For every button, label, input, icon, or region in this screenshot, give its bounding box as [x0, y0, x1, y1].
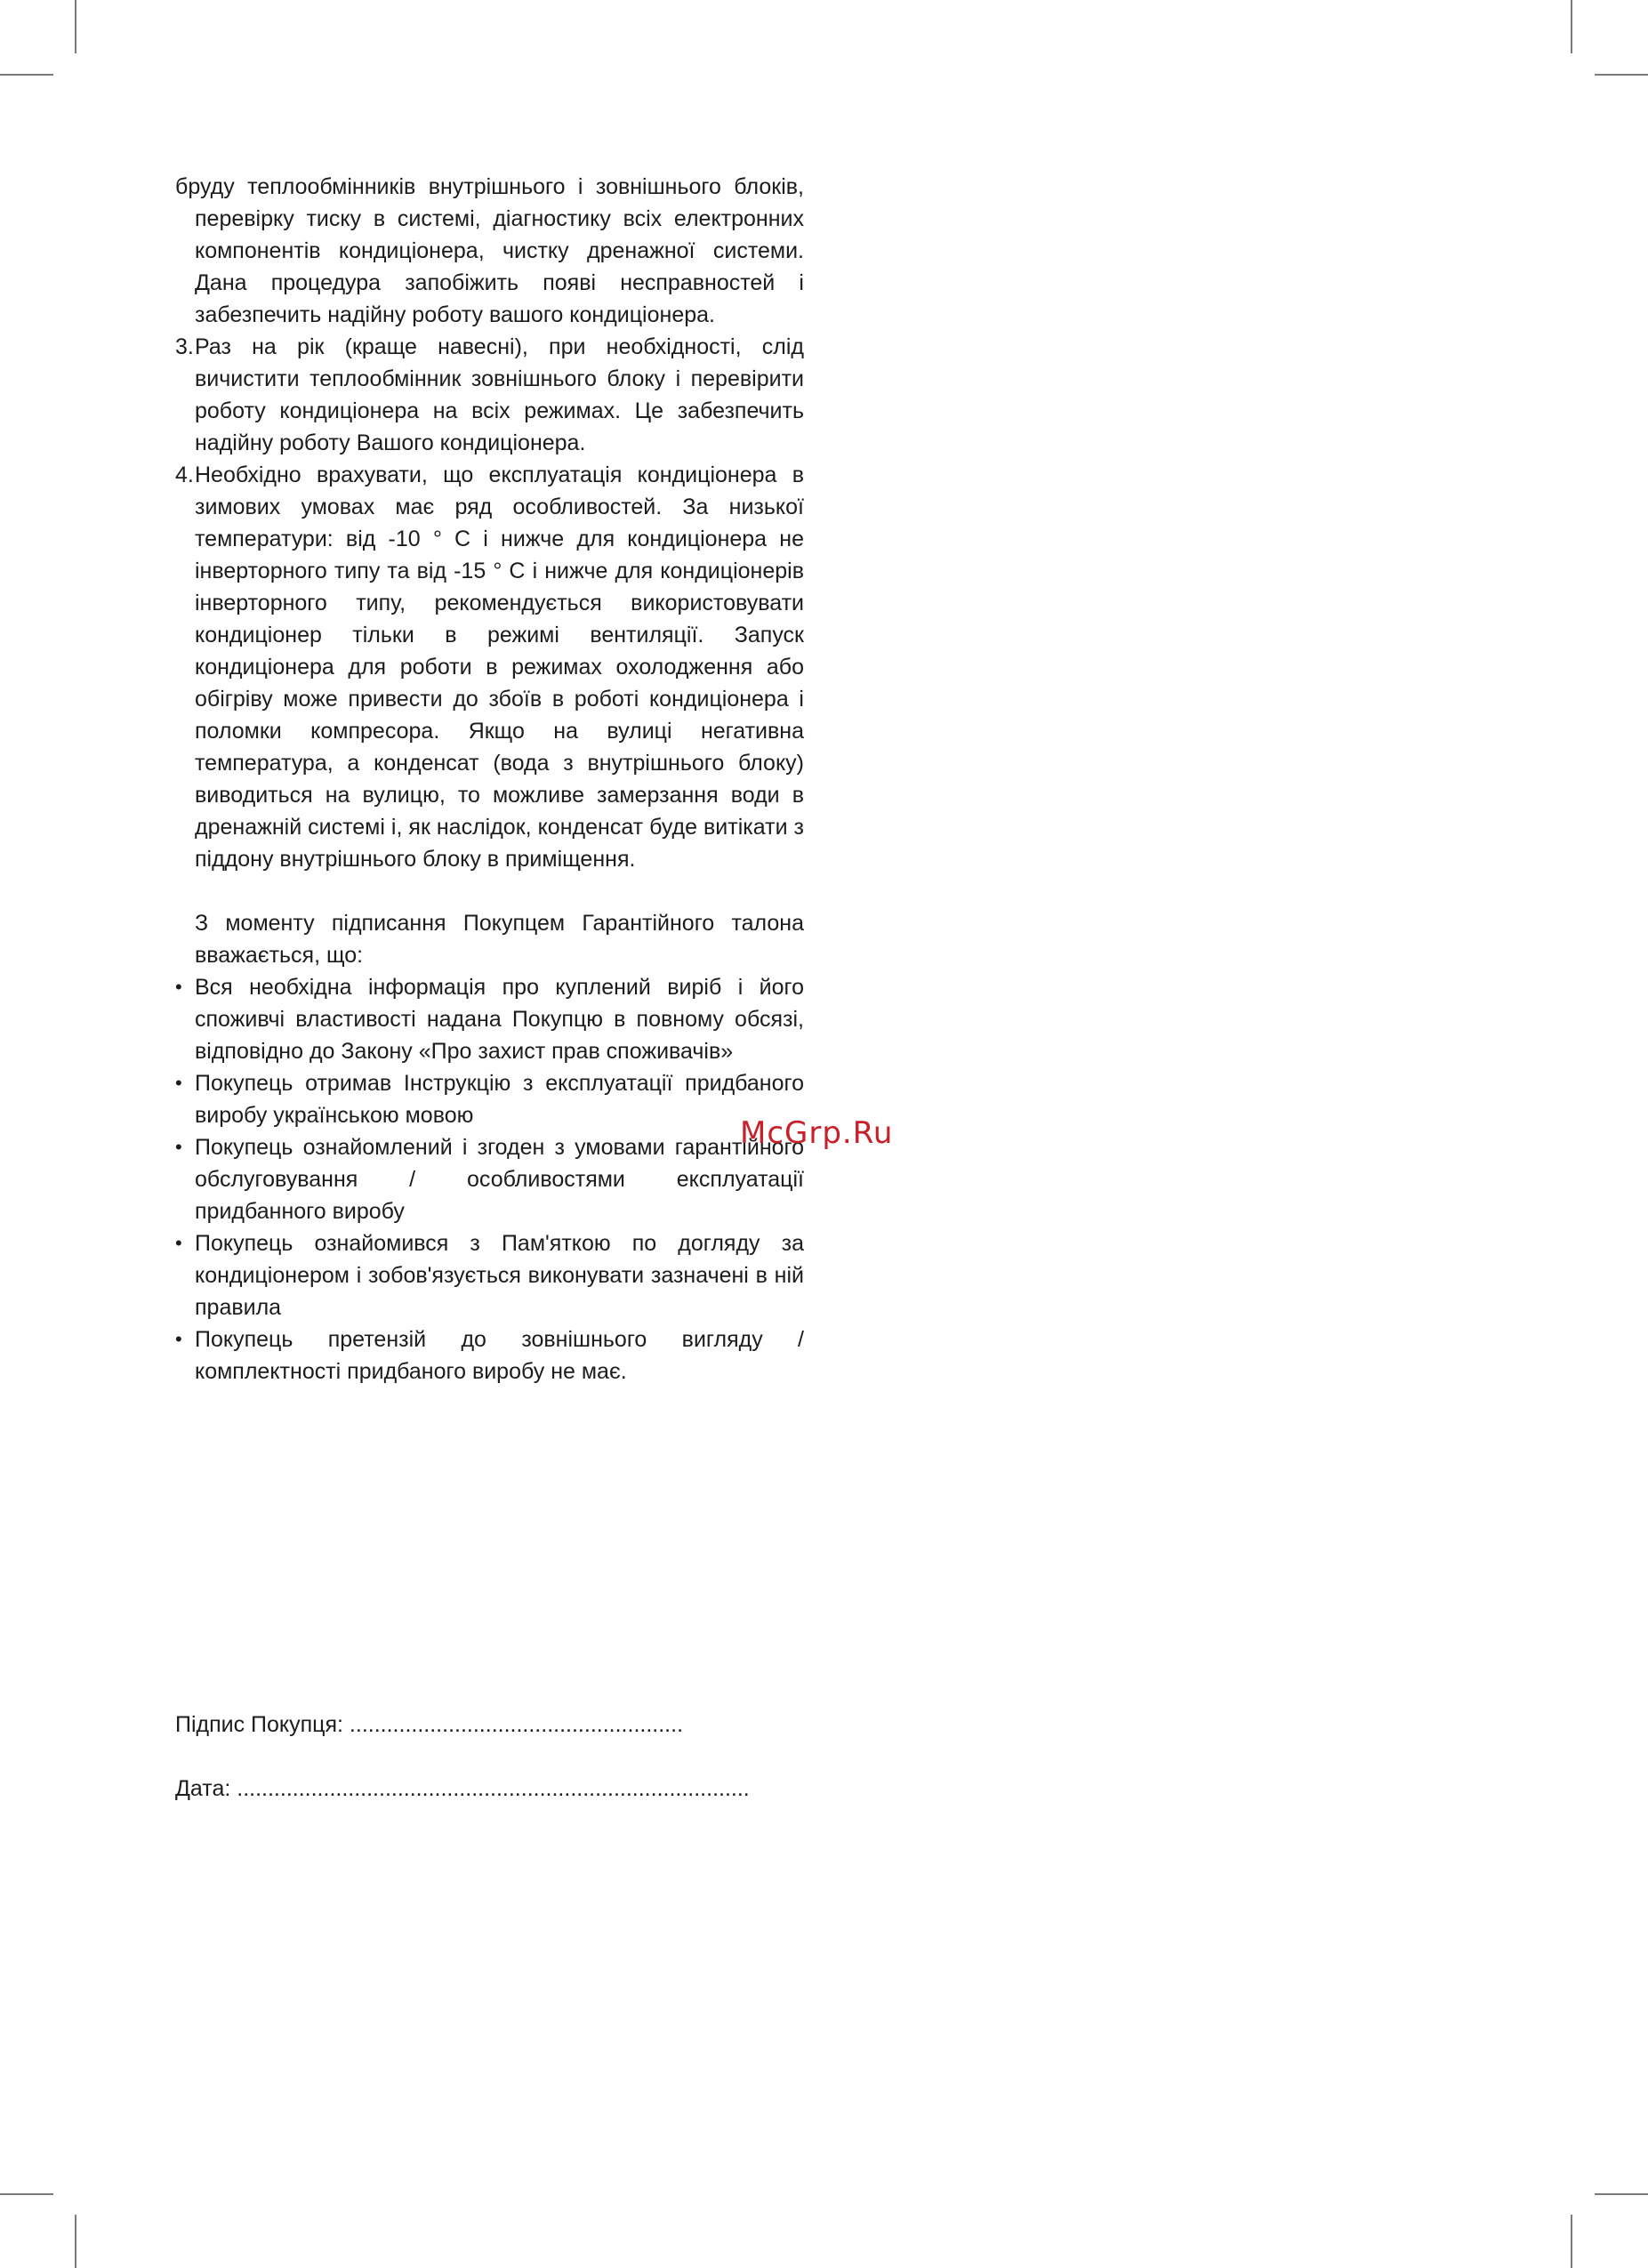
signature-line: Підпис Покупця: ......................................................	[175, 1712, 684, 1737]
list-item: • Покупець отримав Інструкцію з експлуатації придбаного виробу українською мовою	[175, 1067, 804, 1131]
intro-paragraph: З моменту підписання Покупцем Гарантійного талона вважається, що:	[195, 911, 804, 968]
crop-mark-top-right-horizontal	[1595, 74, 1648, 76]
crop-mark-bottom-right-horizontal	[1595, 2193, 1648, 2195]
watermark: McGrp.Ru	[740, 1115, 894, 1151]
crop-mark-top-right-vertical	[1571, 0, 1572, 53]
crop-mark-bottom-right-vertical	[1571, 2215, 1572, 2268]
crop-mark-bottom-left-vertical	[75, 2215, 76, 2268]
numbered-item-4	[175, 459, 804, 875]
continuation-paragraph: бруду теплообмінників внутрішнього і зовнішнього блоків, перевірку тиску в системі, діагностику всіх електронних компонентів кондиціонера, чистку дренажної системи. Дана процедура запобіжить появі несправностей і забезпечить надійну роботу вашого кондиціонера.	[175, 174, 804, 327]
spacer	[175, 875, 804, 907]
item-text: Необхідно врахувати, що експлуатація кондиціонера в зимових умовах має ряд особливостей. За низької температури: від -10 ° С і нижче для кондиціонера не інверторного типу та від -15 ° С і нижче для кондиціонерів інверторного типу, рекомендується використовувати кондиціонер тільки в режимі вентиляції. Запуск кондиціонера для роботи в режимах охолодження або обігріву може привести до збоїв в роботі кондиціонера і поломки компресора. Якщо на вулиці негативна температура, а конденсат (вода з внутрішнього блоку) виводиться на вулицю, то можливе замерзання води в дренажній системі і, як наслідок, конденсат буде витікати з піддону внутрішнього блоку в приміщення.	[195, 462, 804, 872]
item-number: 4.	[175, 462, 194, 487]
document-body	[175, 171, 804, 1387]
crop-mark-top-left-vertical	[75, 0, 76, 53]
acknowledgement-list	[175, 971, 804, 1387]
crop-mark-top-left-horizontal	[0, 74, 53, 76]
item-number: 3.	[175, 334, 194, 359]
crop-mark-bottom-left-horizontal	[0, 2193, 53, 2195]
list-item: • Покупець ознайомлений і згоден з умовами гарантійного обслуговування / особливостями експлуатації придбанного виробу	[175, 1131, 804, 1227]
list-item: • Вся необхідна інформація про куплений виріб і його споживчі властивості надана Покупцю в повному обсязі, відповідно до Закону «Про захист прав споживачів»	[175, 971, 804, 1067]
numbered-item-3	[175, 331, 804, 459]
list-item: • Покупець претензій до зовнішнього вигляду / комплектності придбаного виробу не має.	[175, 1323, 804, 1387]
date-line: Дата: ...................................................................................	[175, 1776, 750, 1801]
item-text: Раз на рік (краще навесні), при необхідності, слід вичистити теплообмінник зовнішнього блоку і перевірити роботу кондиціонера на всіх режимах. Це забезпечить надійну роботу Вашого кондиціонера.	[195, 334, 804, 455]
list-item: • Покупець ознайомився з Пам'яткою по догляду за кондиціонером і зобов'язується виконувати зазначені в ній правила	[175, 1227, 804, 1323]
